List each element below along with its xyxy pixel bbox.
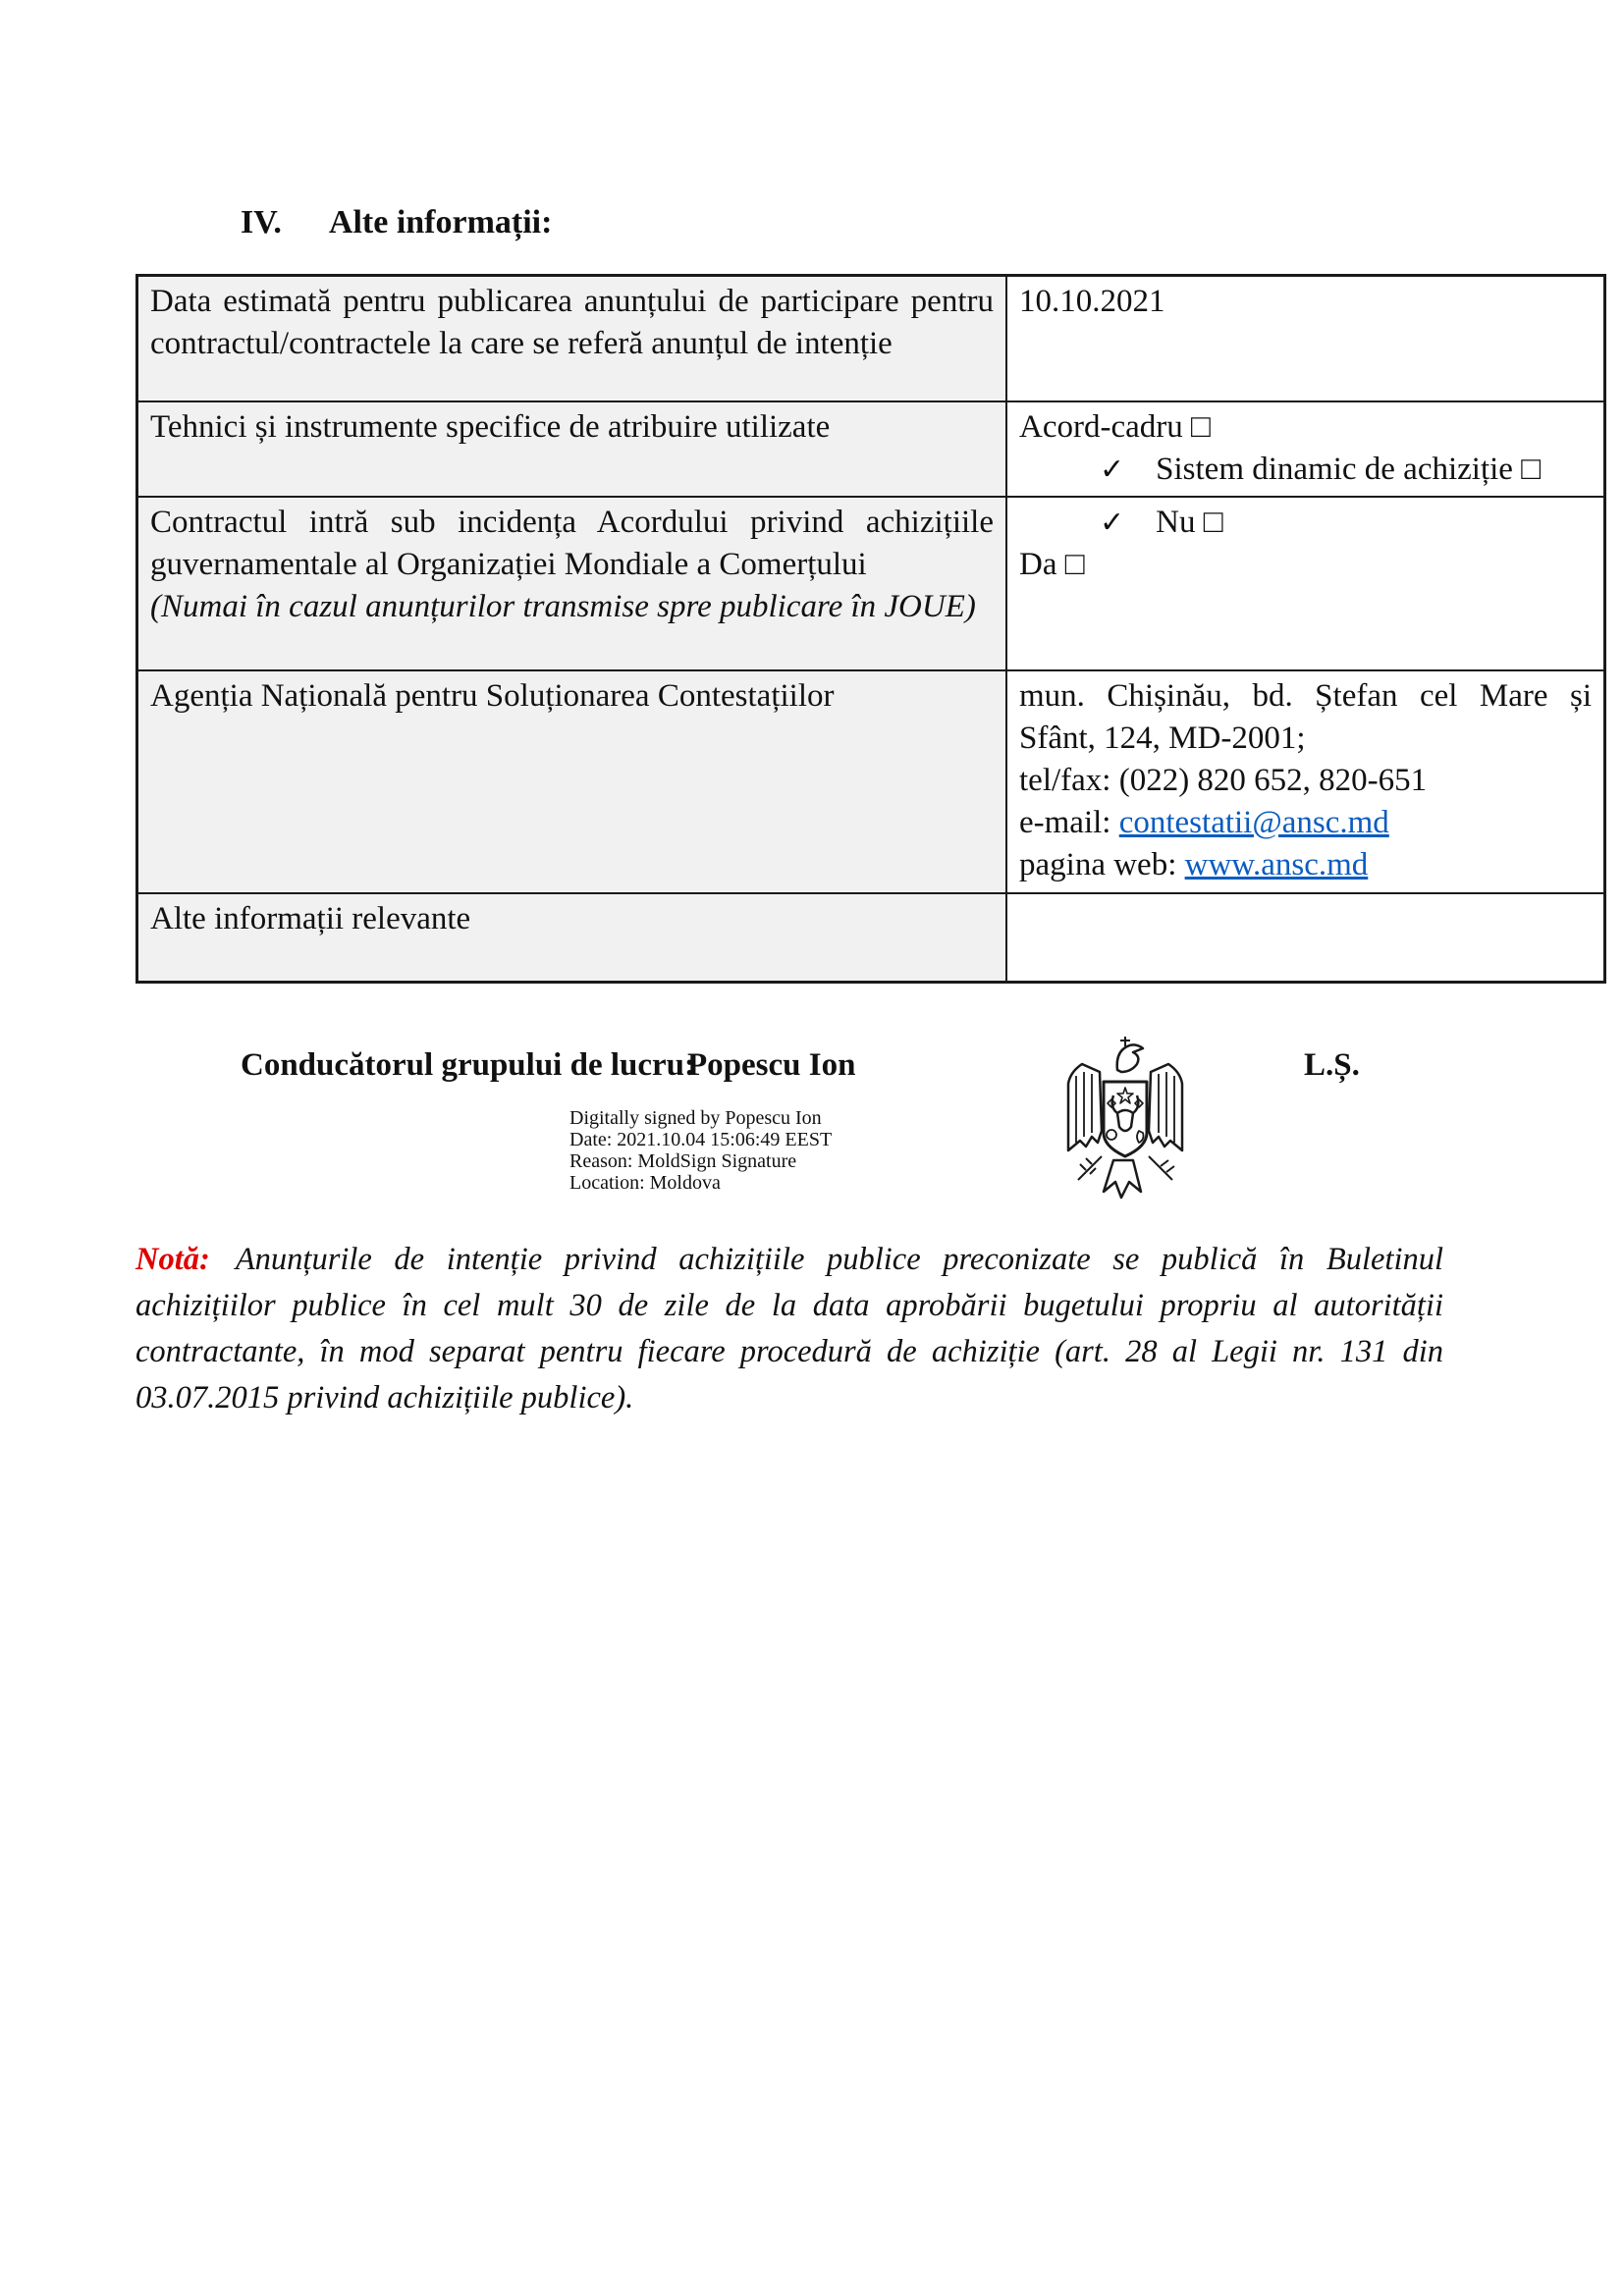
row-value-cell xyxy=(1006,497,1605,670)
moldova-coat-of-arms-icon xyxy=(1056,1035,1194,1203)
digital-signature-line: Date: 2021.10.04 15:06:49 EEST xyxy=(569,1129,833,1151)
table-row-appeals-agency xyxy=(137,670,1605,892)
info-table xyxy=(135,274,1606,984)
signature-role-label: Conducătorul grupului de lucru: xyxy=(241,1047,695,1084)
row-label: Alte informații relevante xyxy=(150,900,471,936)
section-heading xyxy=(135,0,1551,244)
row-label-cell xyxy=(137,401,1007,498)
row-label-cell xyxy=(137,497,1007,670)
row-label: Contractul intră sub incidența Acordului privind achizițiile guvernamentale al Organizației Mondiale a Comerțului xyxy=(150,505,994,583)
option-label: Sistem dinamic de achiziție □ xyxy=(1156,451,1542,487)
web-label: pagina web: xyxy=(1019,847,1185,883)
digital-signature-line: Location: Moldova xyxy=(569,1172,721,1195)
row-value-cell xyxy=(1006,670,1605,892)
note-label: Notă: xyxy=(135,1242,210,1278)
checkmark-icon: ✓ xyxy=(1100,452,1125,487)
option-no xyxy=(1019,502,1592,544)
option-sistem-dinamic xyxy=(1019,449,1592,491)
table-row-wto-agreement xyxy=(137,497,1605,670)
digital-signature-line: Digitally signed by Popescu Ion xyxy=(569,1107,822,1130)
section-title: Alte informații: xyxy=(328,204,553,240)
note-paragraph xyxy=(135,1237,1443,1421)
signature-block xyxy=(0,984,1624,1237)
checkmark-icon: ✓ xyxy=(1100,506,1125,541)
publication-date-value: 10.10.2021 xyxy=(1019,284,1165,320)
email-link[interactable]: contestatii@ansc.md xyxy=(1118,805,1389,841)
digital-signature-details xyxy=(569,1107,832,1194)
row-value-cell xyxy=(1006,276,1605,401)
table-row-other-info xyxy=(137,893,1605,983)
seal-placeholder: L.Ș. xyxy=(1304,1047,1360,1084)
option-yes: Da □ xyxy=(1019,547,1085,583)
agency-email-line xyxy=(1019,802,1592,844)
row-value-cell xyxy=(1006,893,1605,983)
row-label: Tehnici și instrumente specifice de atribuire utilizate xyxy=(150,408,831,445)
table-row-publication-date xyxy=(137,276,1605,401)
digital-signature-line: Reason: MoldSign Signature xyxy=(569,1150,797,1173)
note-text: Anunțurile de intenție privind achizițiile publice preconizate se publică în Buletinul achizițiilor publice în cel mult 30 de zile de la data aprobării bugetului propriu al autorității contractante, în mod separat pentru fiecare procedură de achiziție (art. 28 al Legii nr. 131 din 03.07.2015 privind achizițiile publice). xyxy=(135,1242,1443,1416)
table-row-techniques xyxy=(137,401,1605,498)
agency-phone: tel/fax: (022) 820 652, 820-651 xyxy=(1019,763,1428,799)
agency-web-line xyxy=(1019,844,1592,886)
row-label: Data estimată pentru publicarea anunțului de participare pentru contractul/contractele la care se referă anunțul de intenție xyxy=(150,284,994,362)
row-label-cell xyxy=(137,276,1007,401)
row-label: Agenția Națională pentru Soluționarea Contestațiilor xyxy=(150,678,835,715)
agency-address: mun. Chișinău, bd. Ștefan cel Mare și Sfânt, 124, MD-2001; xyxy=(1019,678,1592,757)
row-label-cell xyxy=(137,670,1007,892)
option-label: Nu □ xyxy=(1156,505,1223,541)
option-acord-cadru: Acord-cadru □ xyxy=(1019,408,1211,445)
signatory-name: Popescu Ion xyxy=(687,1047,856,1084)
row-label-cell xyxy=(137,893,1007,983)
row-value-cell xyxy=(1006,401,1605,498)
section-number: IV. xyxy=(241,204,282,240)
web-link[interactable]: www.ansc.md xyxy=(1184,847,1369,883)
row-label-note: (Numai în cazul anunțurilor transmise spre publicare în JOUE) xyxy=(150,589,976,625)
email-label: e-mail: xyxy=(1019,805,1119,841)
